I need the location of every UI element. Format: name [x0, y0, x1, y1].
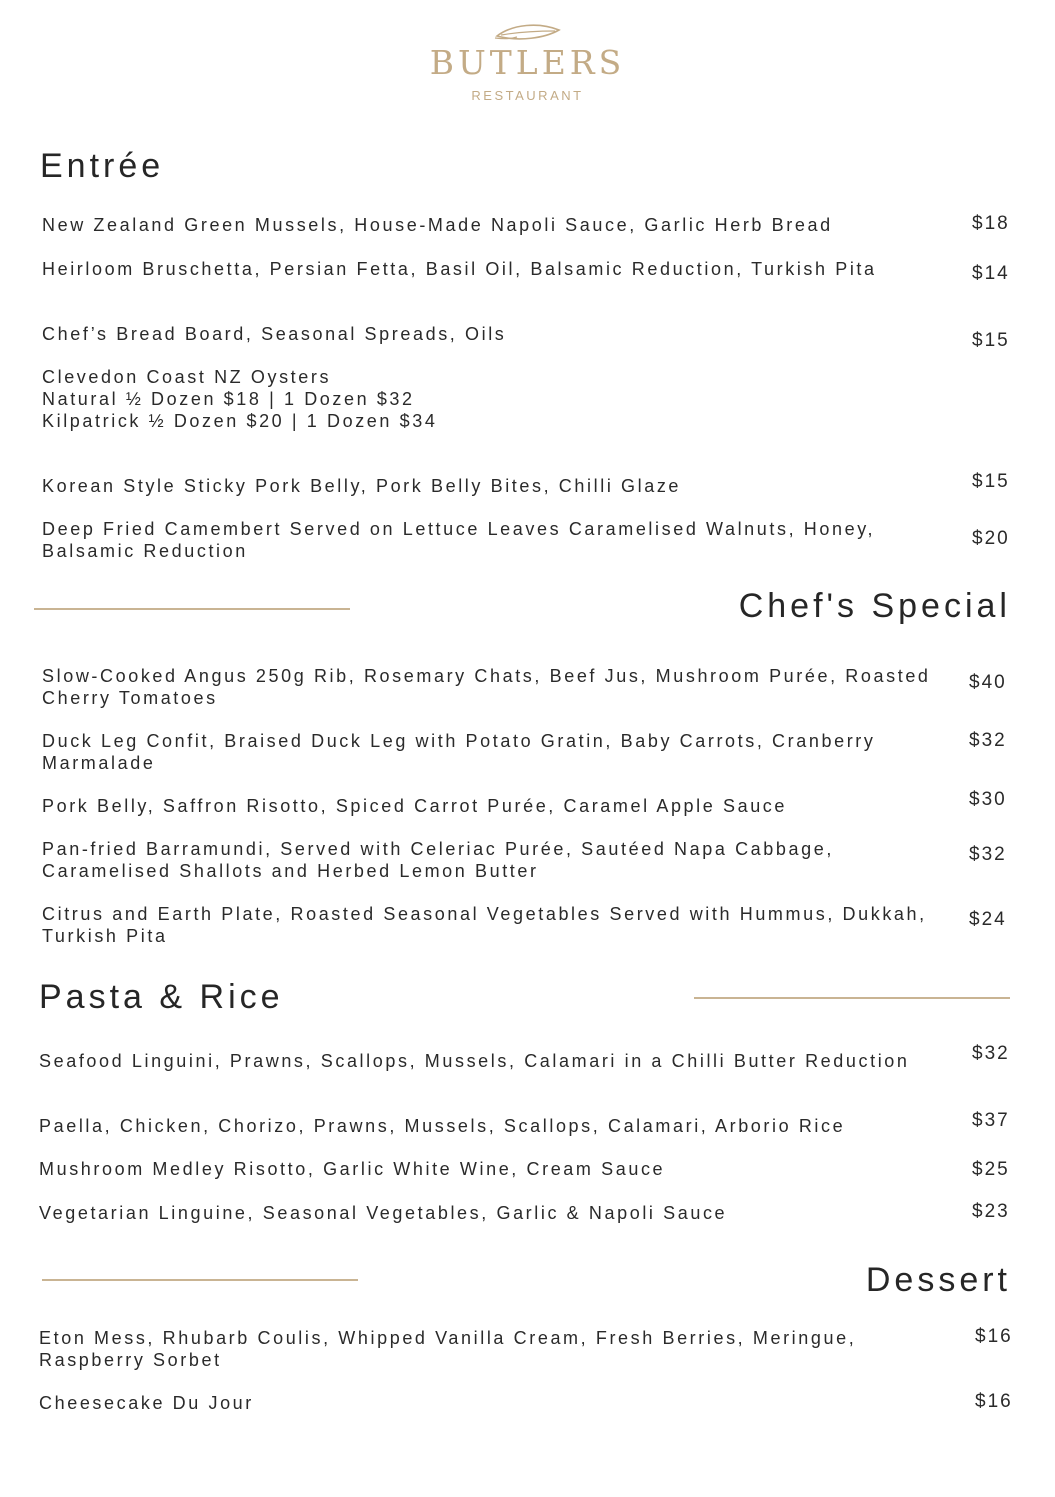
menu-item-price: $30 [969, 789, 1007, 810]
menu-item [42, 475, 932, 497]
menu-item-price: $37 [972, 1110, 1010, 1131]
menu-item-price: $32 [969, 730, 1007, 751]
menu-item [42, 903, 932, 947]
menu-item [42, 838, 932, 882]
menu-item-oysters [42, 366, 932, 432]
menu-item-name: Vegetarian Linguine, Seasonal Vegetables, Garlic & Napoli Sauce [39, 1203, 728, 1223]
section-title-chefs-special: Chef's Special [738, 587, 1011, 625]
divider-rule [42, 1279, 358, 1281]
leaf-icon [493, 22, 563, 44]
menu-item-price: $40 [969, 672, 1007, 693]
menu-item-price: $23 [972, 1201, 1010, 1222]
menu-item-price: $15 [972, 330, 1010, 351]
menu-item-name: Citrus and Earth Plate, Roasted Seasonal Vegetables Served with Hummus, Dukkah, Turkish Pita [42, 904, 927, 946]
menu-item [39, 1202, 929, 1224]
menu-item-name: Chef’s Bread Board, Seasonal Spreads, Oils [42, 324, 507, 344]
menu-item-name: Duck Leg Confit, Braised Duck Leg with Potato Gratin, Baby Carrots, Cranberry Marmalade [42, 731, 876, 773]
menu-item-name: Seafood Linguini, Prawns, Scallops, Mussels, Calamari in a Chilli Butter Reduction [39, 1051, 910, 1071]
divider-rule [694, 997, 1010, 999]
restaurant-logo [0, 22, 1055, 103]
menu-item-name: Slow-Cooked Angus 250g Rib, Rosemary Chats, Beef Jus, Mushroom Purée, Roasted Cherry Tomatoes [42, 666, 931, 708]
menu-item [39, 1050, 929, 1072]
menu-item [42, 795, 932, 817]
menu-item-price: $32 [969, 844, 1007, 865]
menu-item-option: Natural ½ Dozen $18 | 1 Dozen $32 [42, 389, 415, 409]
menu-item [39, 1327, 929, 1371]
menu-item [39, 1115, 929, 1137]
menu-item [42, 214, 932, 236]
menu-item-name: Deep Fried Camembert Served on Lettuce Leaves Caramelised Walnuts, Honey, Balsamic Reduction [42, 519, 876, 561]
menu-item [42, 258, 932, 280]
menu-item-name: Paella, Chicken, Chorizo, Prawns, Mussels, Scallops, Calamari, Arborio Rice [39, 1116, 846, 1136]
divider-rule [34, 608, 350, 610]
brand-name: BUTLERS [429, 43, 626, 82]
menu-item-price: $16 [975, 1391, 1013, 1412]
section-title-pasta-rice: Pasta & Rice [39, 978, 284, 1016]
menu-item-price: $32 [972, 1043, 1010, 1064]
menu-item [42, 665, 932, 709]
menu-item-price: $18 [972, 213, 1010, 234]
menu-item-price: $14 [972, 263, 1010, 284]
section-title-dessert: Dessert [865, 1261, 1011, 1299]
menu-item-name: Korean Style Sticky Pork Belly, Pork Belly Bites, Chilli Glaze [42, 476, 682, 496]
menu-item-option: Kilpatrick ½ Dozen $20 | 1 Dozen $34 [42, 411, 438, 431]
menu-item-name: Pan-fried Barramundi, Served with Celeriac Purée, Sautéed Napa Cabbage, Caramelised Shallots and Herbed Lemon Butter [42, 839, 834, 881]
menu-item-price: $20 [972, 528, 1010, 549]
menu-item-price: $15 [972, 471, 1010, 492]
brand-tagline: RESTAURANT [471, 88, 584, 103]
menu-item-price: $24 [969, 909, 1007, 930]
menu-item [39, 1158, 929, 1180]
menu-item [39, 1392, 929, 1414]
menu-item-price: $16 [975, 1326, 1013, 1347]
menu-item-name: Mushroom Medley Risotto, Garlic White Wine, Cream Sauce [39, 1159, 666, 1179]
menu-item-name: Pork Belly, Saffron Risotto, Spiced Carrot Purée, Caramel Apple Sauce [42, 796, 788, 816]
menu-item [42, 323, 932, 345]
menu-item-name: Eton Mess, Rhubarb Coulis, Whipped Vanilla Cream, Fresh Berries, Meringue, Raspberry Sorbet [39, 1328, 857, 1370]
menu-item-name: Heirloom Bruschetta, Persian Fetta, Basil Oil, Balsamic Reduction, Turkish Pita [42, 259, 877, 279]
menu-item [42, 518, 932, 562]
menu-item-name: Clevedon Coast NZ Oysters [42, 367, 332, 387]
menu-item-price: $25 [972, 1159, 1010, 1180]
menu-item-name: New Zealand Green Mussels, House-Made Napoli Sauce, Garlic Herb Bread [42, 215, 833, 235]
section-title-entree: Entrée [40, 147, 165, 185]
menu-item [42, 730, 932, 774]
menu-item-name: Cheesecake Du Jour [39, 1393, 254, 1413]
